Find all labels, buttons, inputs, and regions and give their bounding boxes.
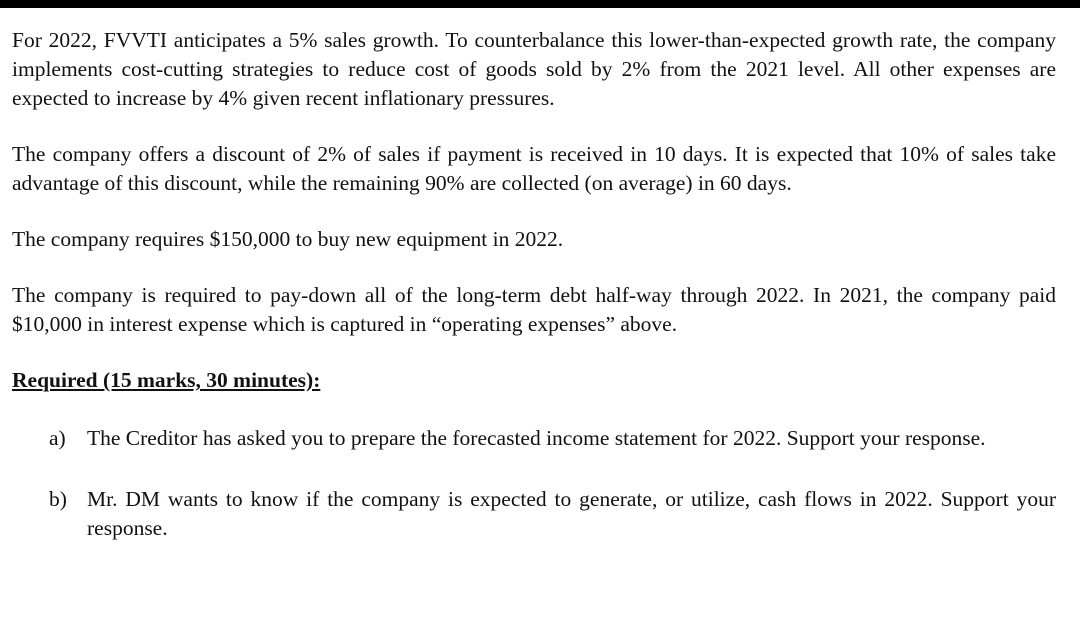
top-edge-bar (0, 0, 1080, 8)
question-list (12, 424, 1056, 543)
question-a-text: The Creditor has asked you to prepare the forecasted income statement for 2022. Support your response. (87, 426, 986, 450)
paragraph-long-term-debt: The company is required to pay-down all of the long-term debt half-way through 2022. In 2021, the company paid $10,000 in interest expense which is captured in “operating expenses” above. (12, 283, 1056, 336)
question-a-marker: a) (49, 426, 66, 450)
paragraph-sales-growth: For 2022, FVVTI anticipates a 5% sales growth. To counterbalance this lower-than-expected growth rate, the company implements cost-cutting strategies to reduce cost of goods sold by 2% from the 2021 level. All other expenses are expected to increase by 4% given recent inflationary pressures. (12, 28, 1056, 110)
question-b-text: Mr. DM wants to know if the company is expected to generate, or utilize, cash flows in 2022. Support your response. (87, 487, 1056, 540)
question-b-marker: b) (49, 487, 67, 511)
paragraph-equipment: The company requires $150,000 to buy new equipment in 2022. (12, 227, 564, 251)
question-a (12, 424, 1056, 453)
question-b (12, 485, 1056, 543)
required-heading: Required (15 marks, 30 minutes): (12, 368, 321, 392)
paragraph-discount-terms: The company offers a discount of 2% of sales if payment is received in 10 days. It is expected that 10% of sales take advantage of this discount, while the remaining 90% are collected (on average) in 60 days. (12, 142, 1056, 195)
document-body (12, 26, 1056, 543)
